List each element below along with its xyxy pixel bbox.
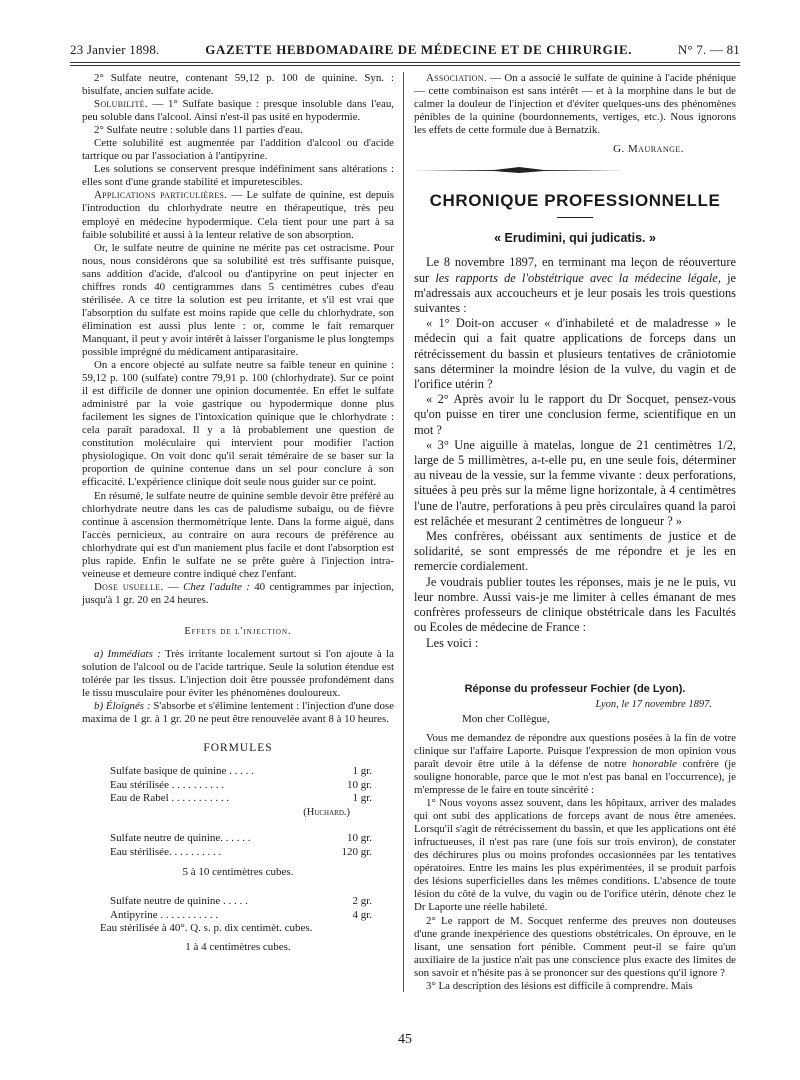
paragraph: 2° Le rapport de M. Socquet renferme des preuves non douteuses d'une grande inexpérience des questions obstétricales. On éprouve, en le lisant, une sensation fort pénible. Comment peut-il se faire qu'un auxiliaire de la justice n'ait pas une conscience plus exacte des limites de son savoir et n'hésite pas à se prononcer sur des questions qu'il ignore ? — [414, 914, 736, 979]
left-column — [82, 72, 394, 970]
right-column — [414, 72, 736, 993]
formula-line: Sulfate basique de quinine . . . . . 1 gr. — [110, 765, 372, 778]
paragraph: Dose usuelle. — Chez l'adulte : 40 centigrammes par injection, jusqu'à 1 gr. 20 en 24 heures. — [82, 580, 395, 606]
section-label: Solubilité. — [94, 98, 148, 111]
reply-heading: Réponse du professeur Fochier (de Lyon). — [464, 682, 686, 695]
formula-line: Sulfate neutre de quinine . . . . . 2 gr. — [110, 895, 372, 908]
formules-heading: FORMULES — [203, 742, 273, 755]
paragraph: « 3° Une aiguille à matelas, longue de 21 centimètres 1/2, large de 5 millimètres, a-t-elle pu, en une seule fois, déterminer au niveau de la vessie, sur la femme vivante : deux perforations, situées à peu près sur la même ligne horizontale, à 4 centimètres l'une de l'autre, perforations à peu près circulaires quand la paroi est relâchée et mesurant 2 centimètres de longueur ? » — [414, 437, 736, 528]
formula-line: Eau de Rabel . . . . . . . . . . . 1 gr. — [110, 792, 372, 805]
paragraph: Le 8 novembre 1897, en terminant ma leçon de réouverture sur les rapports de l'obstétrique avec la médecine légale, je m'adressais aux accoucheurs et je leur posais les trois questions suivantes : — [414, 255, 737, 316]
paragraph: Cette solubilité est augmentée par l'addition d'alcool ou d'acide tartrique ou par l'association à l'antipyrine. — [82, 137, 394, 163]
author-signature: G. Maurange. — [613, 143, 684, 156]
paragraph: On a encore objecté au sulfate neutre sa faible teneur en quinine : 59,12 p. 100 (sulfate) contre 79,91 p. 100 (chlorhydrate). Sur ce point il est difficile de donner une opinion documentée. En effet le sulfate administré par la voie gastrique ou hypodermique donne plus facilement les signes de l'intoxication quinique que le chlorhydrate : cela paraît paradoxal. Il y a là probablement une question de constitution moléculaire qui intervient pour modifier l'action physiologique. On voit donc qu'il serait téméraire de se baser sur la proportion de quinine contenue dans un sel pour conclure à son efficacité. L'expérience clinique doit seule nous guider sur ce point. — [82, 359, 394, 489]
paragraph: 1° Nous voyons assez souvent, dans les hôpitaux, arriver des malades qui ont subi des applications de forceps avant de nous être amenées. Lorsqu'il s'agit de rétrécissement du bassin, et que les applications ont été infructueuses, il n'est pas rare (une fois sur trois environ), de constater des déchirures plus ou moins profondes occasionnées par les tentatives opératoires. Entre les mains les plus expérimentées, il se produit parfois des lésions superficielles dans les mêmes conditions. L'absence de toute lésion du côté de la vulve, du vagin ou de l'orifice utérin, dénote chez le Dr Laporte une réelle habileté. — [414, 797, 736, 914]
formula-dose: 1 à 4 centimètres cubes. — [185, 941, 291, 954]
paragraph: Association. — On a associé le sulfate de quinine à l'acide phénique — cette combinaison est sans intérêt — et à la morphine dans le but de calmer la douleur de l'injection et d'éviter quelques-uns des phénomènes pénibles de la quinine (bourdonnements, vertiges, etc.). Nous ignorons les effets de cette formule due à Bernatzik. — [414, 72, 736, 137]
formula-line: Eau stérilisée à 40°. Q. s. p. dix centimèt. cubes. — [100, 922, 313, 935]
formula-2 — [82, 832, 394, 879]
paragraph: 3° La description des lésions est difficile à comprendre. Mais — [426, 979, 693, 992]
paragraph: Vous me demandez de répondre aux questions posées à la fin de votre clinique sur l'affaire Laporte. Puisque l'expression de mon opinion vous paraît devoir être utile à la défense de notre honorable confrère (je souligne honorable, parce que le mot n'est pas banal en l'occurrence), je m'empresse de le faire en toute sincérité : — [414, 731, 736, 797]
title-rule — [557, 217, 593, 218]
paragraph: Or, le sulfate neutre de quinine ne mérite pas cet ostracisme. Pour nous, nous considérons que sa solubilité est très suffisante puisque, sans addition d'acide, d'alcool ou d'antipyrine on peut injecter en chiffres ronds 40 centigrammes dans 5 centimètres cubes d'eau stérilisée. A ce titre la solution est peu irritante, et s'il est vrai que l'absorption du sulfate est moins rapide que celle du chlorhydrate, son élimination est aussi plus lente : or, comme le fait remarquer Manquant, il peut y avoir intérêt à laisser l'organisme le plus longtemps possible imprégné du médicament antiparasitaire. — [82, 241, 394, 358]
paragraph: Je voudrais publier toutes les réponses, mais je ne le puis, vu leur nombre. Aussi vais-je me limiter à celles émanant de mes confrères professeurs de clinique obstétricale dans les Facultés ou Ecoles de médecine de France : — [414, 574, 736, 635]
paragraph: 2° Sulfate neutre, contenant 59,12 p. 100 de quinine. Syn. : bisulfate, ancien sulfate acide. — [82, 72, 394, 98]
formula-line: Antipyrine . . . . . . . . . . . 4 gr. — [110, 908, 372, 921]
formula-1 — [82, 765, 394, 820]
page-number: N° 7. — 81 — [677, 42, 740, 57]
section-epigraph: « Erudimini, qui judicatis. » — [494, 231, 656, 246]
formula-3 — [82, 895, 394, 954]
journal-title: GAZETTE HEBDOMADAIRE DE MÉDECINE ET DE CHIRURGIE. — [205, 42, 633, 57]
section-label: Association. — [426, 72, 487, 84]
header-rule-double — [70, 65, 740, 66]
formula-author: (Huchard.) — [303, 807, 350, 819]
paragraph: a) Immédiats : Très irritante localement surtout si l'on ajoute à la solution de l'alcool ou de l'acide tartrique. Seule la solution étendue est tolérée par les tissus. L'injection doit être poussée profondément dans le tissu musculaire pour éviter les phénomènes douloureux. — [82, 647, 395, 700]
paragraph: Les solutions se conservent presque indéfiniment sans altérations : elles sont d'une grande stabilité et impuretescibles. — [82, 163, 394, 189]
issue-date: 23 Janvier 1898. — [70, 42, 160, 57]
running-header — [70, 40, 740, 60]
reply-dateline: Lyon, le 17 novembre 1897. — [595, 698, 712, 710]
formula-line: Eau stérilisée . . . . . . . . . . 10 gr. — [110, 778, 372, 791]
formula-line: Eau stérilisée. . . . . . . . . . 120 gr. — [110, 845, 372, 858]
salutation: Mon cher Collègue, — [462, 712, 550, 725]
paragraph: Applications particulières. — Le sulfate de quinine, est depuis l'introduction du chlorhydrate neutre en thérapeutique, très peu employé en médecine hypodermique. Cela tient pour une part à sa faible solubilité et aussi à la lenteur relative de son absorption. — [82, 189, 395, 241]
paragraph: b) Éloignés : S'absorbe et s'élimine lentement : l'injection d'une dose maxima de 1 gr. à 1 gr. 20 ne peut être renouvelée avant 8 à 10 heures. — [82, 700, 394, 726]
chronique-body — [414, 255, 736, 650]
paragraph: 2° Sulfate neutre : soluble dans 11 parties d'eau. — [94, 124, 303, 137]
formula-dose: 5 à 10 centimètres cubes. — [182, 866, 294, 879]
folio-number: 45 — [398, 1032, 412, 1047]
effets-heading: Effets de l'injection. — [184, 625, 292, 637]
paragraph: Les voici : — [426, 635, 479, 650]
paragraph: « 1° Doit-on accuser « d'inhabileté et de maladresse » le médecin qui a fait quatre applications de forceps dans un rétrécissement du bassin et plusieurs tentatives de crâniotomie sans déterminer la moindre lésion de la vulve, du vagin et de l'orifice utérin ? — [414, 316, 736, 392]
section-label: Applications particulières. — [94, 189, 228, 202]
ornament-divider — [414, 166, 624, 174]
column-divider — [403, 72, 404, 992]
paragraph: En résumé, le sulfate neutre de quinine semble devoir être préféré au chlorhydrate neutre dans les cas de paludisme subaigu, ou de fièvre continue à ascension thermométrique lente. Dans la forme aiguë, dans l'accès pernicieux, au contraire on aura recours de préférence au chlorhydrate qui est d'un maniement plus facile et dont l'absorption est plus rapide. Enfin le sulfate ne se prête guère à l'injection intra-veineuse et demeure contre indiqué chez l'enfant. — [82, 489, 394, 580]
section-title: CHRONIQUE PROFESSIONNELLE — [429, 191, 721, 211]
paragraph: « 2° Après avoir lu le rapport du Dr Socquet, pensez-vous qu'on puisse en tirer une conclusion ferme, scientifique en un mot ? — [414, 392, 736, 437]
paragraph: Solubilité. — 1° Sulfate basique : presque insoluble dans l'eau, peu soluble dans l'alcool. Ainsi n'est-il pas usité en hypodermie. — [82, 98, 394, 124]
header-rule — [70, 62, 740, 63]
section-label: Dose usuelle. — [94, 580, 164, 593]
formula-line: Sulfate neutre de quinine. . . . . . 10 gr. — [110, 832, 372, 845]
paragraph: Mes confrères, obéissant aux sentiments de justice et de solidarité, se sont empressés de me répondre et je les en remercie cordialement. — [414, 529, 736, 574]
